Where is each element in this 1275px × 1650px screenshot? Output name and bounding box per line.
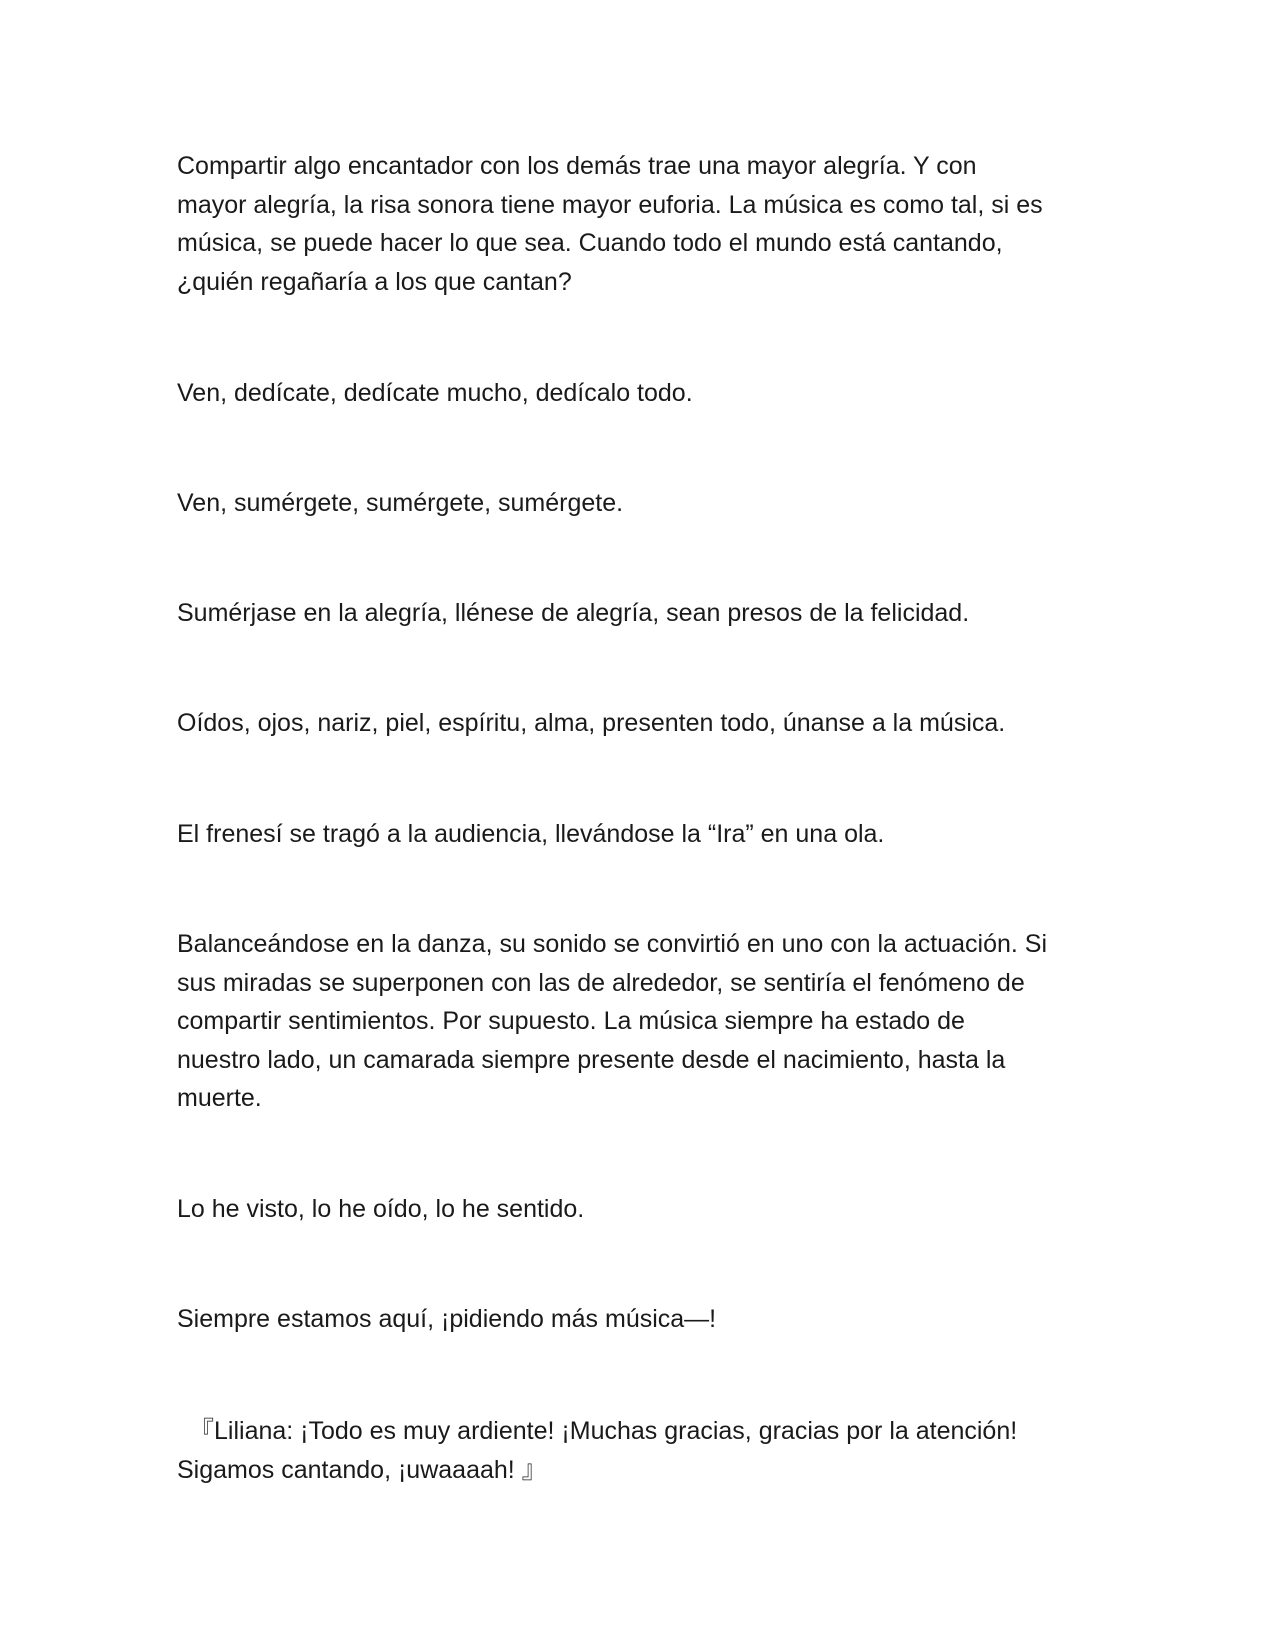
text-line: sus miradas se superponen con las de alrededor, se sentiría el fenómeno de xyxy=(177,968,1025,997)
text-line: Balanceándose en la danza, su sonido se convirtió en uno con la actuación. Si xyxy=(177,930,1048,958)
paragraph-senses xyxy=(177,704,1107,743)
text-line: música, se puede hacer lo que sea. Cuando todo el mundo está cantando, xyxy=(177,229,1003,257)
text-line: El frenesí se tragó a la audiencia, llevándose la “Ira” en una ola. xyxy=(177,820,885,848)
paragraph-dedicate xyxy=(177,374,1107,413)
text-line: Lo he visto, lo he oído, lo he sentido. xyxy=(177,1195,585,1223)
text-line: muerte. xyxy=(177,1084,262,1112)
paragraph-more-music xyxy=(177,1300,1107,1339)
paragraph-dance xyxy=(177,925,1107,1118)
text-line: Ven, sumérgete, sumérgete, sumérgete. xyxy=(177,489,624,517)
text-line: Sumérjase en la alegría, llénese de alegría, sean presos de la felicidad. xyxy=(177,599,970,627)
text-line: compartir sentimientos. Por supuesto. La música siempre ha estado de xyxy=(177,1007,965,1035)
paragraph-frenzy xyxy=(177,815,1107,854)
text-line: Ven, dedícate, dedícate mucho, dedícalo todo. xyxy=(177,379,693,407)
paragraph-submerge xyxy=(177,484,1107,523)
text-line: Compartir algo encantador con los demás trae una mayor alegría. Y con xyxy=(177,152,977,180)
paragraph-liliana-quote xyxy=(177,1412,1107,1489)
text-line: Sigamos cantando, ¡uwaaaah! 』 xyxy=(177,1455,547,1484)
paragraph-joy xyxy=(177,594,1107,633)
text-line: ¿quién regañaría a los que cantan? xyxy=(177,267,572,296)
text-line: Siempre estamos aquí, ¡pidiendo más música—! xyxy=(177,1305,717,1333)
text-line: mayor alegría, la risa sonora tiene mayor euforia. La música es como tal, si es xyxy=(177,190,1043,219)
paragraph-seen-heard-felt xyxy=(177,1190,1107,1229)
text-line: nuestro lado, un camarada siempre presente desde el nacimiento, hasta la xyxy=(177,1045,1006,1074)
paragraph-sharing-joy xyxy=(177,147,1107,301)
text-line: 『Liliana: ¡Todo es muy ardiente! ¡Muchas gracias, gracias por la atención! xyxy=(189,1417,1018,1445)
text-line: Oídos, ojos, nariz, piel, espíritu, alma, presenten todo, únanse a la música. xyxy=(177,709,1006,737)
